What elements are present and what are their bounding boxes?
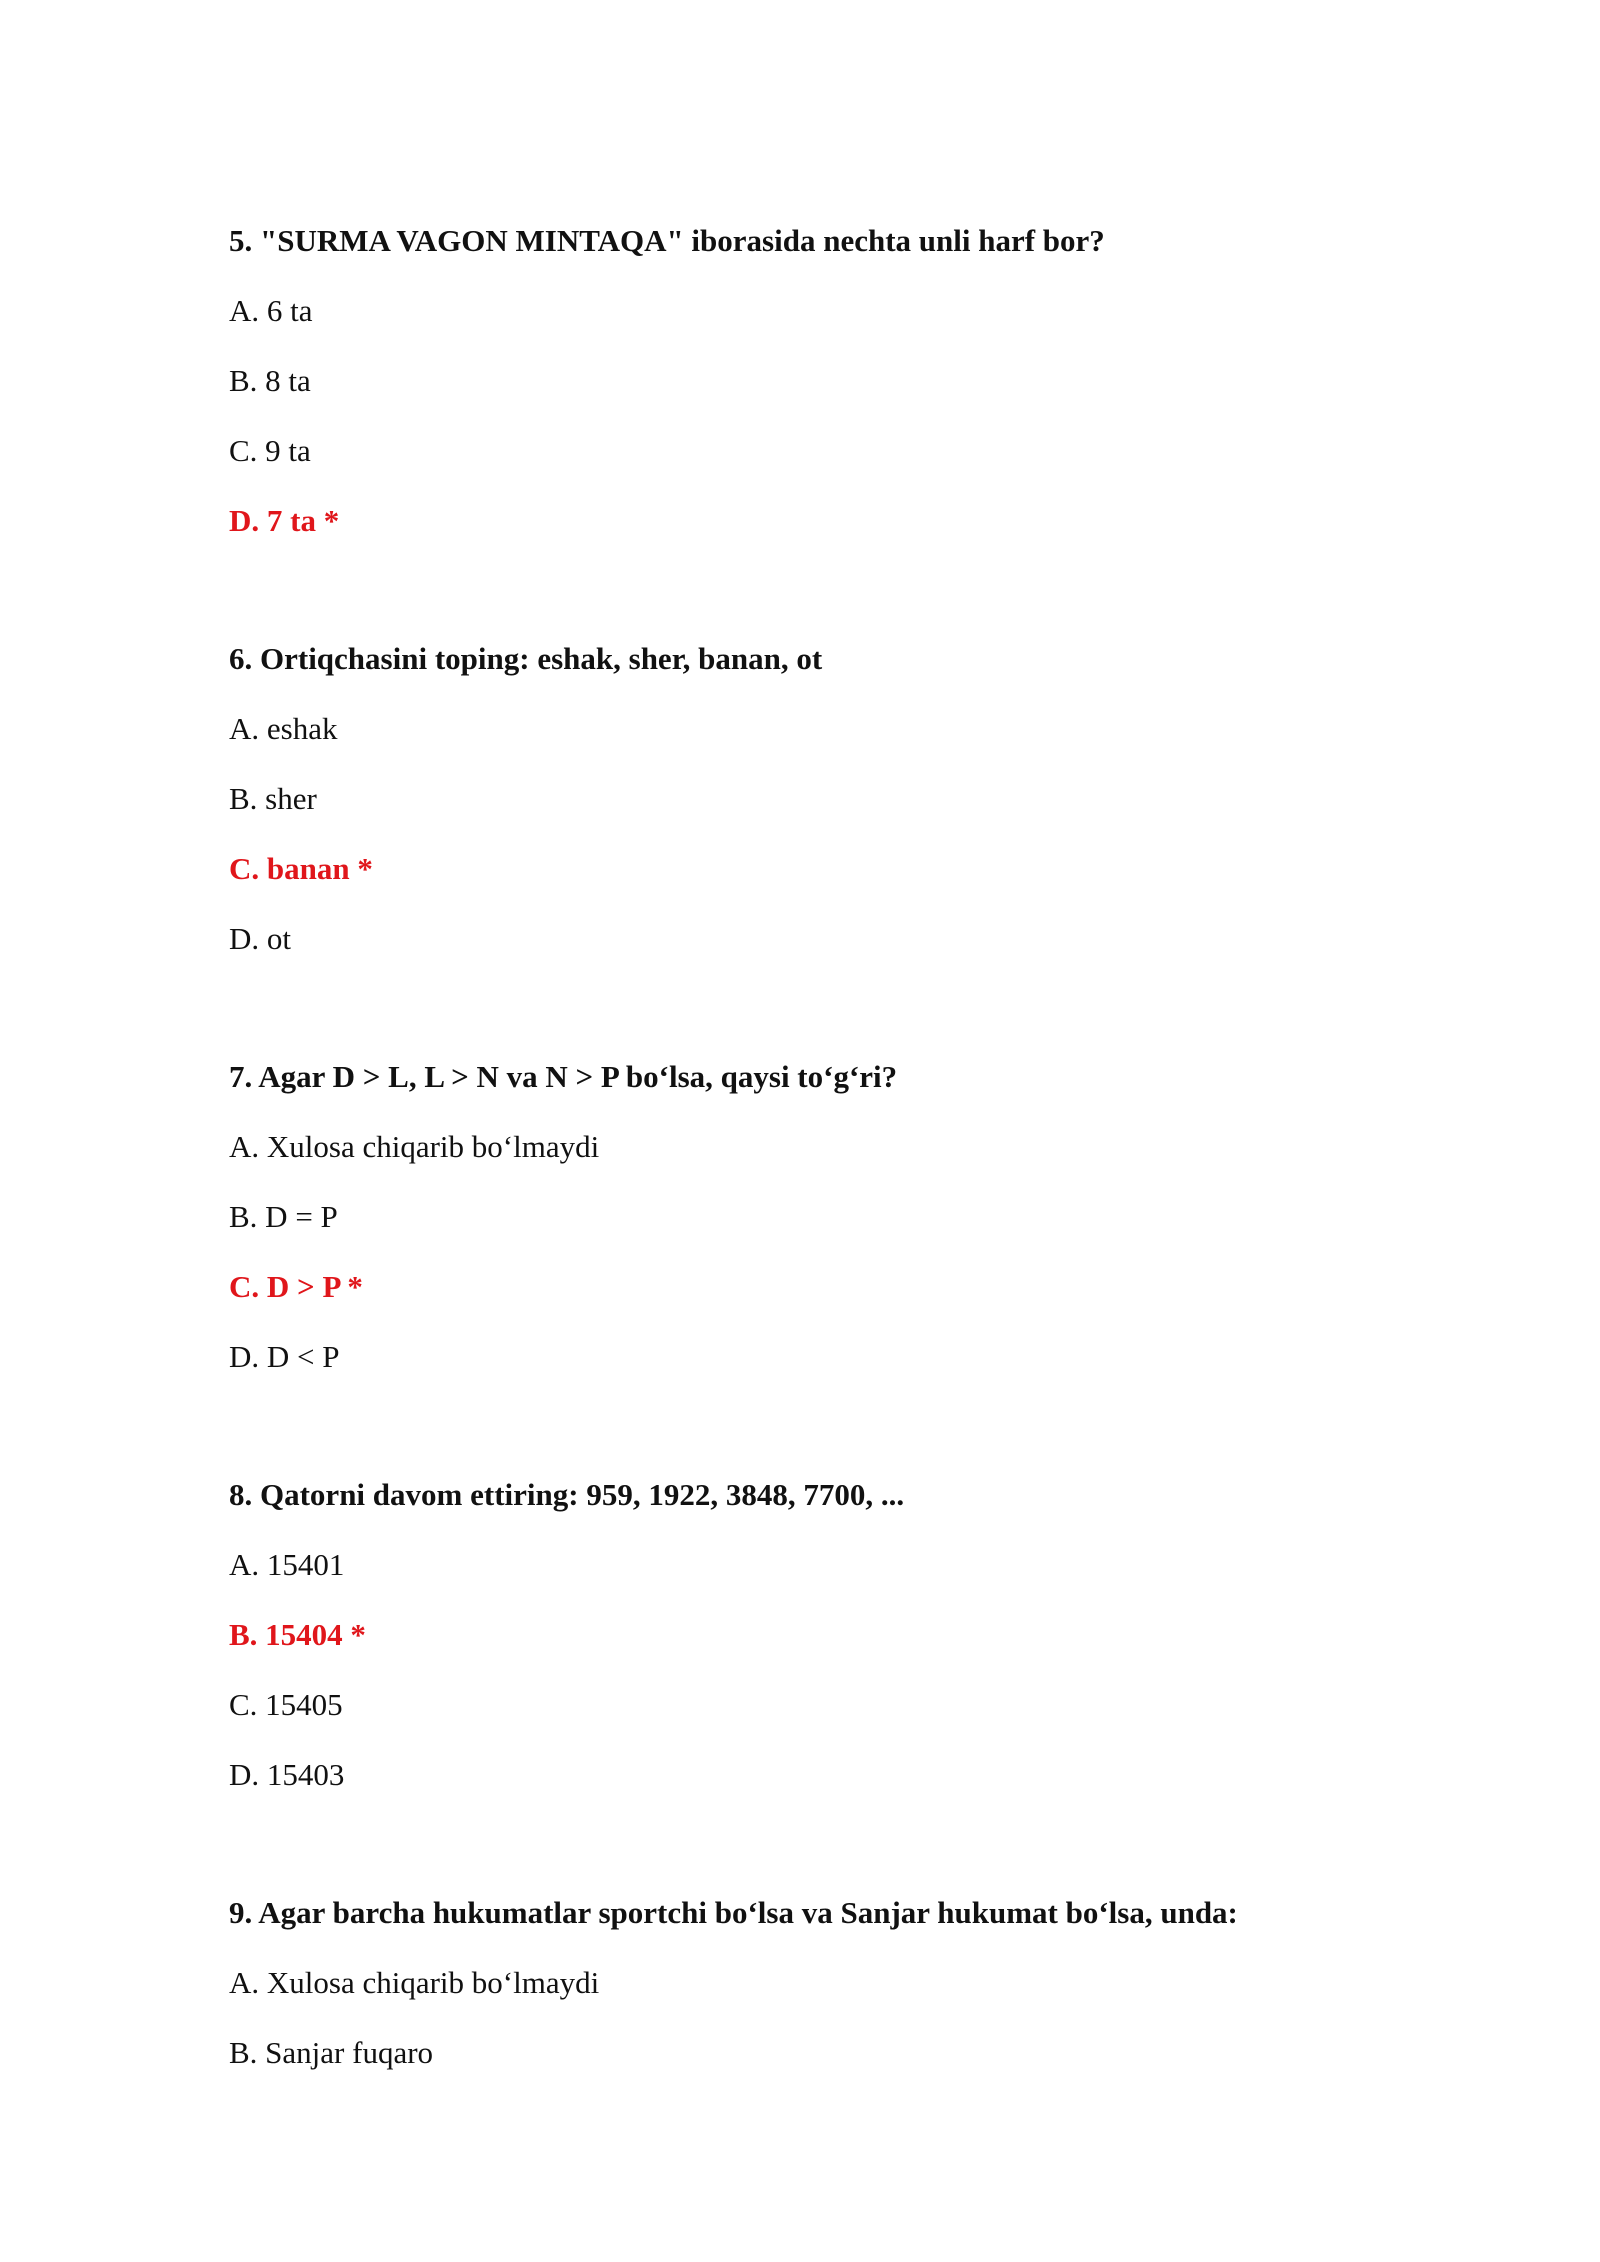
- option-d: D. ot: [229, 921, 291, 956]
- option-b: B. sher: [229, 781, 317, 816]
- question-7: [229, 1059, 1529, 1375]
- option-b: B. D = P: [229, 1199, 338, 1234]
- question-title: 8. Qatorni davom ettiring: 959, 1922, 3848, 7700, ...: [229, 1477, 905, 1512]
- question-6: [229, 641, 1529, 957]
- option-c: C. 15405: [229, 1687, 343, 1722]
- question-title: 5. "SURMA VAGON MINTAQA" iborasida nechta unli harf bor?: [229, 223, 1105, 258]
- option-a: A. 15401: [229, 1547, 345, 1582]
- option-a: A. Xulosa chiqarib bo‘lmaydi: [229, 1965, 600, 2000]
- option-d-correct: D. 7 ta *: [229, 503, 340, 538]
- option-c-correct: C. D > P *: [229, 1269, 363, 1304]
- option-b: B. 8 ta: [229, 363, 311, 398]
- option-a: A. 6 ta: [229, 293, 313, 328]
- option-b: B. Sanjar fuqaro: [229, 2035, 434, 2070]
- question-title: 9. Agar barcha hukumatlar sportchi bo‘lsa va Sanjar hukumat bo‘lsa, unda:: [229, 1895, 1238, 1930]
- option-a: A. eshak: [229, 711, 338, 746]
- option-d: D. D < P: [229, 1339, 340, 1374]
- option-b-correct: B. 15404 *: [229, 1617, 366, 1652]
- option-a: A. Xulosa chiqarib bo‘lmaydi: [229, 1129, 600, 1164]
- option-c: C. 9 ta: [229, 433, 311, 468]
- option-c-correct: C. banan *: [229, 851, 373, 886]
- option-d: D. 15403: [229, 1757, 345, 1792]
- question-title: 6. Ortiqchasini toping: eshak, sher, banan, ot: [229, 641, 823, 676]
- question-5: [229, 223, 1529, 539]
- question-9: [229, 1895, 1529, 2071]
- question-title: 7. Agar D > L, L > N va N > P bo‘lsa, qaysi to‘g‘ri?: [229, 1059, 898, 1094]
- question-8: [229, 1477, 1529, 1793]
